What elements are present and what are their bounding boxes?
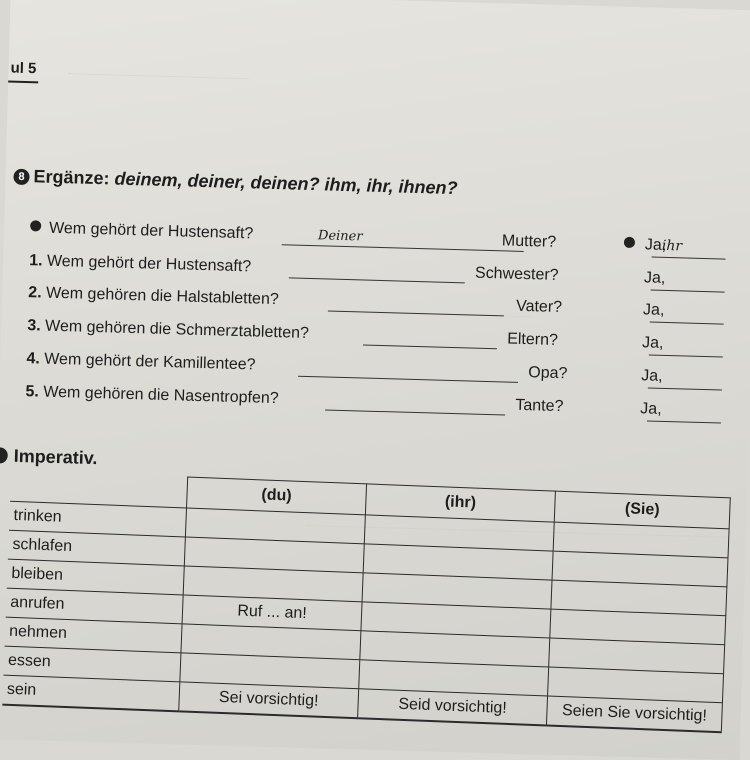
imperative-table bbox=[2, 470, 731, 733]
exercise-8-instruction: Ergänze: bbox=[33, 166, 115, 189]
ja-answer-blank[interactable] bbox=[649, 354, 723, 357]
verb-cell: essen bbox=[3, 646, 180, 682]
item-number: 2. bbox=[28, 284, 42, 302]
column-header-sie: (Sie) bbox=[554, 491, 730, 529]
ja-label: Ja, bbox=[640, 367, 663, 385]
relation-word: Mutter? bbox=[501, 232, 557, 251]
answer-blank[interactable] bbox=[363, 345, 497, 350]
column-header-ihr: (ihr) bbox=[365, 484, 555, 522]
handwritten-ja-answer: ihr bbox=[661, 237, 683, 255]
question-text: Wem gehören die Schmerztabletten? bbox=[44, 317, 310, 342]
answer-blank[interactable] bbox=[298, 376, 518, 383]
relation-word: Eltern? bbox=[506, 330, 559, 349]
answer-blank[interactable] bbox=[289, 277, 465, 283]
exercise-8-word-list: deinem, deiner, deinen? ihm, ihr, ihnen? bbox=[114, 168, 458, 199]
exercise-9-heading: Imperativ. bbox=[13, 445, 98, 469]
handwritten-answer: Deiner bbox=[317, 228, 363, 245]
module-label: ul 5 bbox=[10, 59, 37, 78]
ja-label: Ja, bbox=[640, 400, 662, 418]
ja-label: Ja, bbox=[643, 269, 666, 287]
header-rule bbox=[8, 81, 38, 84]
verb-cell: sein bbox=[2, 675, 180, 711]
column-header-du: (du) bbox=[187, 477, 367, 515]
bleed-through-shadow bbox=[68, 61, 248, 79]
exercise-number-badge bbox=[0, 447, 8, 463]
ja-answer-blank[interactable] bbox=[648, 387, 722, 390]
exercise-8-title bbox=[13, 166, 458, 199]
relation-word: Schwester? bbox=[474, 264, 559, 284]
du-answer-cell[interactable]: Ruf ... an! bbox=[182, 595, 362, 631]
example-bullet bbox=[30, 220, 41, 231]
verb-cell: anrufen bbox=[6, 588, 183, 624]
answer-blank[interactable] bbox=[325, 409, 505, 415]
relation-word: Opa? bbox=[528, 364, 568, 383]
relation-word: Vater? bbox=[515, 297, 563, 317]
verb-cell: schlafen bbox=[8, 530, 185, 566]
answer-blank[interactable] bbox=[282, 244, 524, 252]
ja-label: Ja, bbox=[642, 301, 665, 319]
question-text: Wem gehört der Hustensaft? bbox=[48, 219, 254, 243]
relation-word: Tante? bbox=[515, 396, 564, 416]
verb-cell: nehmen bbox=[5, 617, 182, 653]
ja-answer-blank[interactable] bbox=[651, 290, 725, 293]
exercise-9-title bbox=[0, 445, 98, 469]
verb-cell: trinken bbox=[9, 501, 186, 537]
item-number: 1. bbox=[28, 252, 43, 270]
ja-label: Ja, bbox=[641, 334, 664, 352]
example-bullet bbox=[624, 237, 635, 248]
ja-answer-blank[interactable] bbox=[650, 322, 724, 325]
answer-blank[interactable] bbox=[328, 311, 504, 317]
ja-answer-blank[interactable] bbox=[647, 420, 721, 423]
ihr-answer-cell[interactable]: Seid vorsichtig! bbox=[358, 689, 548, 726]
question-text: Wem gehört der Kamillentee? bbox=[44, 350, 256, 374]
item-number: 3. bbox=[27, 317, 41, 335]
question-text: Wem gehören die Halstabletten? bbox=[45, 284, 279, 309]
verb-cell: bleiben bbox=[7, 559, 184, 595]
du-answer-cell[interactable]: Sei vorsichtig! bbox=[179, 682, 359, 718]
ja-label: Ja, bbox=[644, 236, 667, 254]
sie-answer-cell[interactable]: Seien Sie vorsichtig! bbox=[546, 696, 722, 732]
question-text: Wem gehört der Hustensaft? bbox=[46, 252, 252, 276]
question-text: Wem gehören die Nasentropfen? bbox=[43, 383, 279, 408]
item-number: 5. bbox=[25, 383, 40, 401]
exercise-number-badge: 8 bbox=[13, 169, 29, 185]
ja-answer-blank[interactable] bbox=[652, 257, 726, 260]
item-number: 4. bbox=[26, 350, 41, 368]
